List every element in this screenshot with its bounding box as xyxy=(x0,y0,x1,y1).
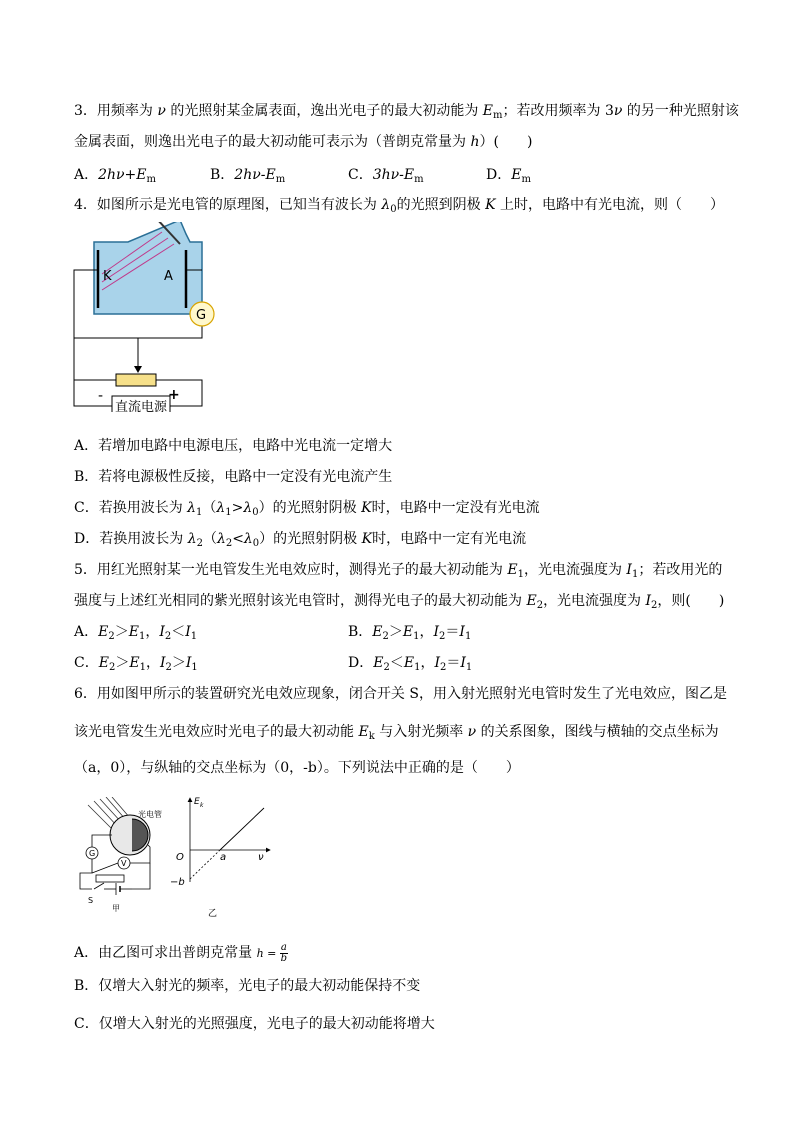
q3-option-d: D．$E_m$ xyxy=(486,167,531,185)
rheostat xyxy=(116,374,156,386)
q4-option-d: D．若换用波长为 $\lambda_2(\lambda_2<\lambda_0)$的光照射阴极 K时，电路中一定有光电流 xyxy=(74,531,527,549)
ek-vs-frequency-graph xyxy=(168,794,278,924)
q4-stem: 4．如图所示是光电管的原理图，已知当有波长为 $\lambda_0$的光照到阴极 K 上时，电路中有光电流，则（ ） xyxy=(74,197,724,215)
jia-galvanometer-label: G xyxy=(89,849,96,858)
y-axis-label-sub: k xyxy=(200,802,204,809)
q5-line1: 5．用红光照射某一光电管发生光电效应时，测得光子的最大初动能为 $E_1$，光电流强度为 $I_1$；若改用光的 xyxy=(74,562,723,580)
q5-option-b: B．$E_2>E_1$，$I_2=I_1$ xyxy=(348,624,472,642)
jia-caption: 甲 xyxy=(112,904,120,913)
q3-option-a: A．$2h\nu+E_m$ xyxy=(74,167,156,185)
jia-rheostat xyxy=(96,875,124,882)
jia-switch xyxy=(94,883,104,889)
q5-line2: 强度与上述红光相同的紫光照射该光电管时，测得光电子的最大初动能为 $E_2$，光电流强度为 $I_2$，则( ) xyxy=(74,593,725,611)
q3-option-c: C．$3h\nu-E_m$ xyxy=(348,167,424,185)
rheostat-arrow xyxy=(134,366,142,373)
galvanometer-label: G xyxy=(196,308,207,323)
cathode-label: K xyxy=(103,269,112,284)
q3-line2: 金属表面，则逸出光电子的最大初动能可表示为（普朗克常量为 h）( ) xyxy=(74,134,533,150)
q6-line3: （a，0），与纵轴的交点坐标为（0，-b）。下列说法中正确的是（ ） xyxy=(74,760,520,776)
apparatus-figure-jia xyxy=(72,797,162,917)
q5-option-c: C．$E_2>E_1$，$I_2>I_1$ xyxy=(74,655,198,673)
q5-option-a: A．$E_2>E_1$，$I_2<I_1$ xyxy=(74,624,198,642)
q6-option-b: B．仅增大入射光的频率，光电子的最大初动能保持不变 xyxy=(74,978,421,994)
q6-option-c: C．仅增大入射光的光照强度，光电子的最大初动能将增大 xyxy=(74,1016,435,1032)
x-intercept-label: a xyxy=(220,852,227,863)
source-label: 直流电源 xyxy=(115,400,168,412)
phototube-circuit-figure xyxy=(68,222,218,412)
q6-line1: 6．用如图甲所示的装置研究光电效应现象，闭合开关 S，用入射光照射光电管时发生了光电效应，图乙是 xyxy=(74,686,727,702)
anode-label: A xyxy=(164,269,173,284)
jia-wire-right-down xyxy=(132,863,150,889)
jia-switch-label: S xyxy=(88,896,94,905)
q4-option-c: C．若换用波长为 $\lambda_1(\lambda_1>\lambda_0)$的光照射阴极 K时，电路中一定没有光电流 xyxy=(74,500,540,518)
q6-line2: 该光电管发生光电效应时光电子的最大初动能 $E_k$ 与入射光频率 ν 的关系图象，图线与横轴的交点坐标为 xyxy=(74,724,719,742)
jia-wire-mid xyxy=(92,863,118,873)
q4-option-a: A．若增加电路中电源电压，电路中光电流一定增大 xyxy=(74,438,393,454)
jia-wire-left-down xyxy=(80,859,92,889)
q4-option-b: B．若将电源极性反接，电路中一定没有光电流产生 xyxy=(74,469,393,485)
q3-line1: 3．用频率为 ν 的光照射某金属表面，逸出光电子的最大初动能为 $E_m$；若改用频率为 3ν 的另一种光照射该 xyxy=(74,103,739,121)
jia-wire-left xyxy=(92,835,112,847)
y-intercept-label: −b xyxy=(170,877,185,888)
tube-label: 光电管 xyxy=(138,810,162,819)
graph-line-dashed xyxy=(190,850,220,879)
source-plus: + xyxy=(168,387,180,403)
q3-option-b: B．$2h\nu-E_m$ xyxy=(210,167,286,185)
jia-voltmeter-label: V xyxy=(121,859,127,868)
fraction-a-over-b: $\frac{a}{b}$ xyxy=(280,941,288,964)
q6-option-a: A．由乙图可求出普朗克常量 h = $\frac{a}{b}$ xyxy=(74,941,288,964)
origin-label: O xyxy=(176,852,184,863)
y-axis-label: E xyxy=(194,797,200,807)
q5-option-d: D．$E_2<E_1$，$I_2=I_1$ xyxy=(348,655,473,673)
yi-caption: 乙 xyxy=(208,909,218,919)
x-axis-label: ν xyxy=(258,852,264,863)
graph-line-solid xyxy=(220,808,264,850)
source-minus: - xyxy=(98,388,104,404)
